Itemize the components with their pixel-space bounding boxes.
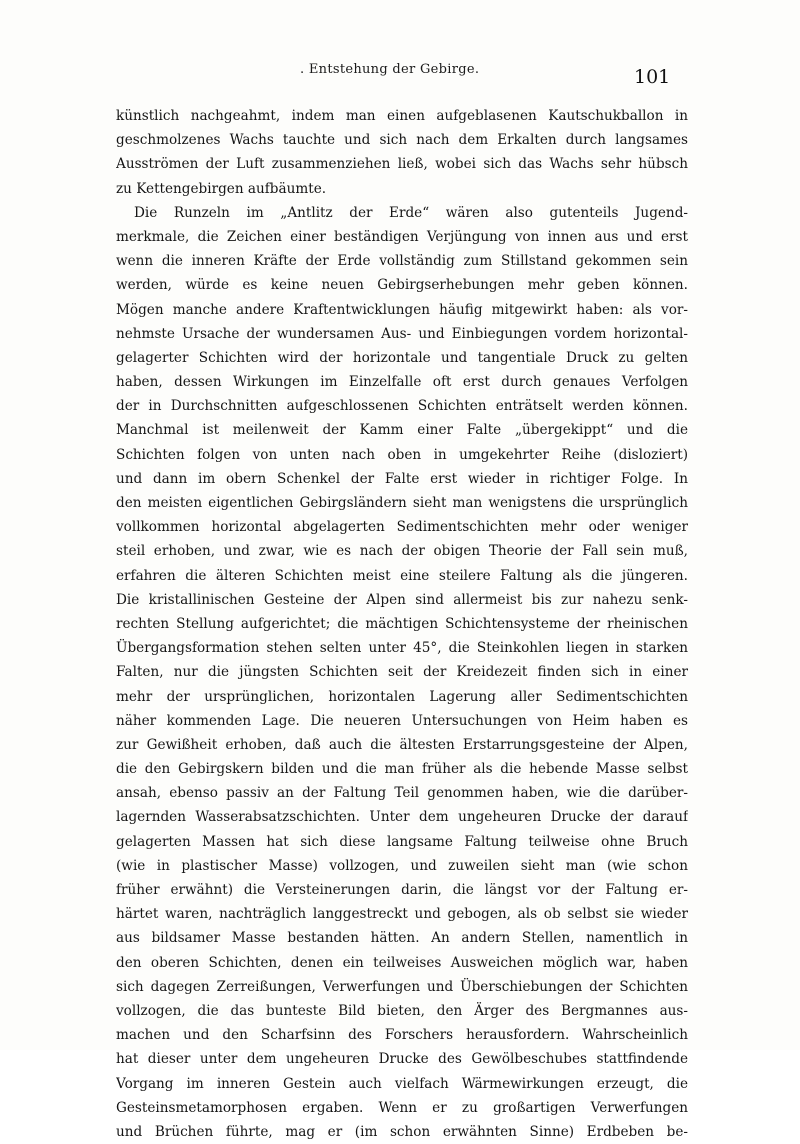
text-line: merkmale, die Zeichen einer beständigen Verjüngung von innen aus und erst bbox=[116, 228, 688, 245]
text-line: erfahren die älteren Schichten meist eine steilere Faltung als die jüngeren. bbox=[116, 567, 688, 584]
text-line: gelagerter Schichten wird der horizontale und tangentiale Druck zu gelten bbox=[116, 349, 688, 366]
text-line: den meisten eigentlichen Gebirgsländern sieht man wenigstens die ursprünglich bbox=[116, 495, 688, 511]
text-line: geschmolzenes Wachs tauchte und sich nach dem Erkalten durch langsames bbox=[116, 132, 688, 149]
text-line: rechten Stellung aufgerichtet; die mächtigen Schichtensysteme der rheinischen bbox=[116, 615, 688, 632]
text-line: ansah, ebenso passiv an der Faltung Teil genommen haben, wie die darüber- bbox=[116, 785, 688, 802]
text-line: die den Gebirgskern bilden und die man früher als die hebende Masse selbst bbox=[116, 761, 688, 778]
text-line: Die kristallinischen Gesteine der Alpen sind allermeist bis zur nahezu senk- bbox=[116, 591, 688, 608]
text-line: vollkommen horizontal abgelagerten Sedimentschichten mehr oder weniger bbox=[116, 519, 688, 536]
text-line: zu Kettengebirgen aufbäumte. bbox=[116, 180, 327, 197]
text-line: hat dieser unter dem ungeheuren Drucke des Gewölbeschubes stattfindende bbox=[116, 1051, 688, 1068]
text-line: aus bildsamer Masse bestanden hätten. An andern Stellen, namentlich in bbox=[116, 930, 688, 947]
text-line: steil erhoben, und zwar, wie es nach der obigen Theorie der Fall sein muß, bbox=[116, 543, 688, 560]
text-line: nehmste Ursache der wundersamen Aus- und Einbiegungen vordem horizontal- bbox=[116, 325, 688, 342]
text-line: Übergangsformation stehen selten unter 45°, die Steinkohlen liegen in starken bbox=[116, 640, 688, 657]
text-line: Falten, nur die jüngsten Schichten seit der Kreidezeit finden sich in einer bbox=[116, 664, 688, 681]
text-line: haben, dessen Wirkungen im Einzelfalle oft erst durch genaues Verfolgen bbox=[116, 374, 688, 391]
text-line: den oberen Schichten, denen ein teilweises Ausweichen möglich war, haben bbox=[116, 954, 688, 971]
text-line: Ausströmen der Luft zusammenziehen ließ, wobei sich das Wachs sehr hübsch bbox=[116, 156, 688, 173]
text-line: Gesteinsmetamorphosen ergaben. Wenn er zu großartigen Verwerfungen bbox=[116, 1099, 688, 1116]
text-line: Schichten folgen von unten nach oben in umgekehrter Reihe (disloziert) bbox=[116, 446, 688, 463]
text-line: zur Gewißheit erhoben, daß auch die ältesten Erstarrungsgesteine der Alpen, bbox=[116, 736, 688, 753]
text-line: Vorgang im inneren Gestein auch vielfach Wärmewirkungen erzeugt, die bbox=[116, 1075, 688, 1092]
page-number: 101 bbox=[634, 66, 671, 88]
body-text bbox=[116, 104, 688, 1144]
text-line: künstlich nachgeahmt, indem man einen aufgeblasenen Kautschukballon in bbox=[116, 108, 688, 124]
text-line: wenn die inneren Kräfte der Erde vollständig zum Stillstand gekommen sein bbox=[116, 253, 688, 270]
text-line: Mögen manche andere Kraftentwicklungen häufig mitgewirkt haben: als vor- bbox=[116, 301, 688, 318]
text-line: früher erwähnt) die Versteinerungen darin, die längst vor der Faltung er- bbox=[116, 882, 688, 898]
text-line: näher kommenden Lage. Die neueren Untersuchungen von Heim haben es bbox=[116, 712, 688, 729]
text-line: gelagerten Massen hat sich diese langsame Faltung teilweise ohne Bruch bbox=[116, 833, 688, 850]
text-line: der in Durchschnitten aufgeschlossenen Schichten enträtselt werden können. bbox=[116, 398, 688, 415]
text-line: (wie in plastischer Masse) vollzogen, und zuweilen sieht man (wie schon bbox=[116, 857, 688, 874]
text-line: Manchmal ist meilenweit der Kamm einer Falte „übergekippt“ und die bbox=[116, 422, 688, 439]
text-line: lagernden Wasserabsatzschichten. Unter dem ungeheuren Drucke der darauf bbox=[116, 809, 688, 826]
text-line: härtet waren, nachträglich langgestreckt und gebogen, als ob selbst sie wieder bbox=[116, 906, 688, 923]
text-line: machen und den Scharfsinn des Forschers herausfordern. Wahrscheinlich bbox=[116, 1027, 688, 1044]
text-line: mehr der ursprünglichen, horizontalen Lagerung aller Sedimentschichten bbox=[116, 688, 688, 705]
text-line: vollzogen, die das bunteste Bild bieten, den Ärger des Bergmannes aus- bbox=[116, 1002, 688, 1019]
text-line: werden, würde es keine neuen Gebirgserhebungen mehr geben können. bbox=[116, 277, 688, 294]
text-line: und dann im obern Schenkel der Falte erst wieder in richtiger Folge. In bbox=[116, 470, 688, 487]
text-line: Die Runzeln im „Antlitz der Erde“ wären also gutenteils Jugend- bbox=[134, 204, 688, 221]
text-line: und Brüchen führte, mag er (im schon erwähnten Sinne) Erdbeben be- bbox=[116, 1123, 688, 1140]
text-line: sich dagegen Zerreißungen, Verwerfungen und Überschiebungen der Schichten bbox=[116, 978, 688, 995]
running-head: . Entstehung der Gebirge. bbox=[300, 62, 480, 77]
